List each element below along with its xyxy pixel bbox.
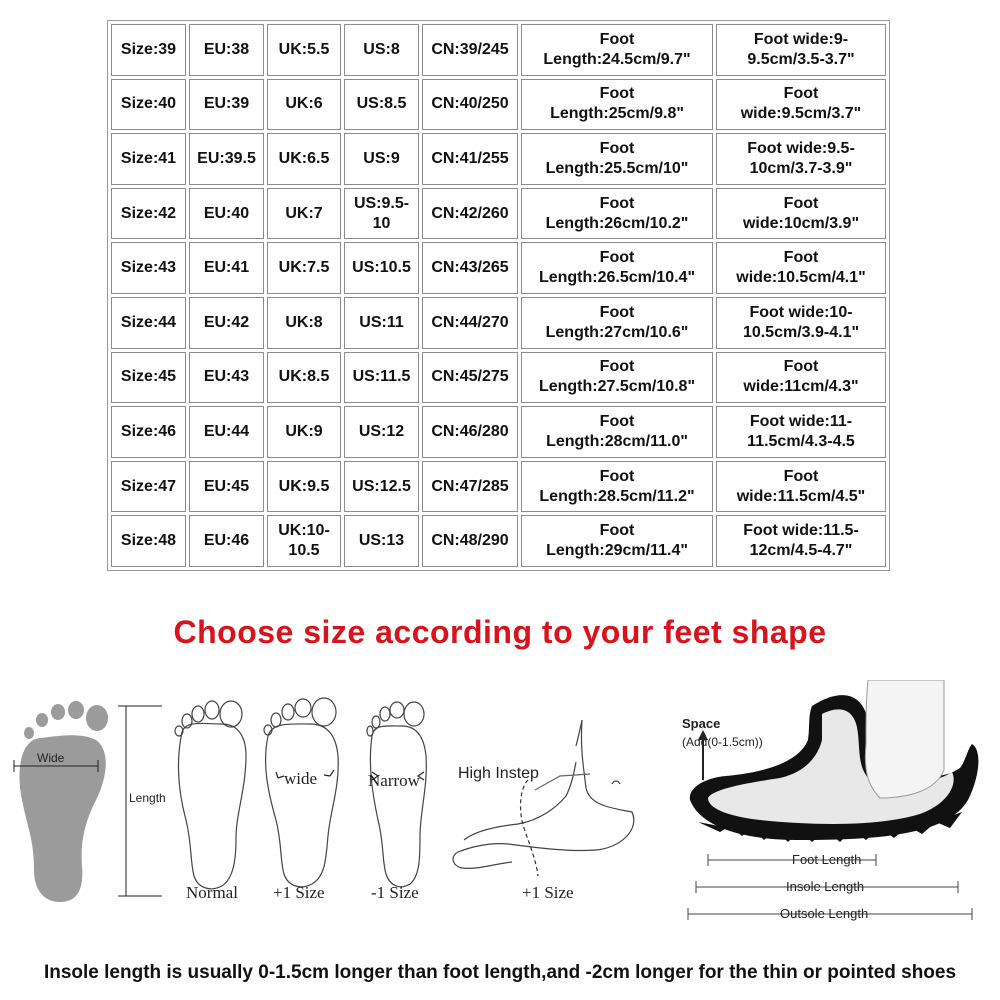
cell-size [111, 461, 186, 513]
cell-line: 10.5cm/3.9-4.1" [742, 323, 860, 341]
outsole-length-label: Outsole Length [780, 906, 869, 921]
cell-line: Length:28.5cm/11.2" [539, 487, 695, 505]
cell-foot-wide [716, 242, 886, 294]
cell-line: Foot [783, 249, 819, 267]
cell-cn [422, 406, 518, 458]
cell-line: wide:11cm/4.3" [743, 378, 859, 396]
cell-foot-length [521, 188, 713, 240]
cell-uk [267, 24, 341, 76]
cell-eu [189, 79, 264, 131]
cell-uk [267, 188, 341, 240]
cell-line: Length:29cm/11.4" [546, 542, 688, 560]
cell-line: UK:9 [285, 422, 323, 440]
cell-line: CN:46/280 [431, 422, 509, 440]
cell-line: US:9.5- [353, 194, 410, 212]
cell-uk [267, 461, 341, 513]
cell-line: EU:39.5 [197, 149, 256, 167]
cell-line: Foot [599, 249, 635, 267]
wide-foot-caption: +1 Size [273, 883, 325, 902]
table-row [111, 24, 886, 76]
cell-cn [422, 352, 518, 404]
cell-foot-wide [716, 461, 886, 513]
cell-line: Length:26cm/10.2" [545, 214, 689, 232]
footprint-icon [19, 701, 108, 902]
cell-line: Foot wide:11.5- [743, 522, 859, 540]
headline: Choose size according to your feet shape [173, 614, 827, 650]
cell-line: Foot wide:9.5- [747, 139, 855, 157]
cell-eu [189, 242, 264, 294]
cell-line: Size:39 [120, 40, 177, 58]
cell-line: wide:10.5cm/4.1" [736, 269, 866, 287]
foot-outline-icon [367, 702, 426, 887]
wide-foot [264, 698, 338, 887]
cell-eu [189, 24, 264, 76]
cell-foot-wide [716, 515, 886, 567]
cell-line: 12cm/4.5-4.7" [749, 542, 853, 560]
cell-foot-wide [716, 297, 886, 349]
normal-foot [175, 701, 246, 889]
table-row [111, 352, 886, 404]
cell-line: Foot wide:9- [753, 30, 849, 48]
cell-line: Length:26.5cm/10.4" [538, 269, 696, 287]
space-label: Space [682, 716, 721, 731]
cell-uk [267, 515, 341, 567]
cell-uk [267, 133, 341, 185]
narrow-foot-caption: -1 Size [371, 883, 419, 902]
cell-line: Foot [599, 467, 635, 485]
footprint-diagram [14, 701, 166, 902]
feet-shape-illustration [0, 680, 1000, 940]
cell-line: EU:39 [203, 95, 250, 113]
cell-line: UK:7 [285, 204, 323, 222]
foot-length-label: Foot Length [792, 852, 862, 867]
table-row [111, 133, 886, 185]
cell-uk [267, 242, 341, 294]
cell-line: CN:40/250 [431, 95, 509, 113]
cell-eu [189, 352, 264, 404]
cell-us [344, 352, 419, 404]
table-row [111, 515, 886, 567]
cell-size [111, 24, 186, 76]
table-row [111, 406, 886, 458]
cell-line: Foot wide:11- [749, 412, 853, 430]
cell-line: Foot [599, 30, 635, 48]
table-row [111, 188, 886, 240]
cell-line: US:11.5 [352, 368, 411, 386]
cell-line: Foot [599, 358, 635, 376]
cell-line: UK:5.5 [278, 40, 330, 58]
cell-line: 10.5 [288, 542, 320, 560]
cell-line: Foot [599, 139, 635, 157]
cell-uk [267, 297, 341, 349]
cell-line: UK:6 [285, 95, 323, 113]
cell-foot-length [521, 242, 713, 294]
cell-cn [422, 461, 518, 513]
cell-line: UK:8 [285, 313, 323, 331]
cell-line: 9.5cm/3.5-3.7" [747, 50, 855, 68]
cell-foot-length [521, 461, 713, 513]
wide-foot-label: wide [284, 769, 318, 788]
cell-line: Size:47 [120, 477, 177, 495]
cell-cn [422, 79, 518, 131]
footer-note: Insole length is usually 0-1.5cm longer than foot length,and -2cm longer for the thin or pointed shoes [43, 962, 957, 983]
cell-line: Length:25cm/9.8" [550, 105, 684, 123]
cell-line: US:11 [359, 313, 404, 331]
high-instep-caption: +1 Size [522, 883, 574, 902]
cell-foot-length [521, 24, 713, 76]
cell-line: US:8 [363, 40, 400, 58]
cell-line: US:9 [363, 149, 400, 167]
cell-line: EU:45 [203, 477, 250, 495]
cell-line: CN:47/285 [431, 477, 509, 495]
cell-us [344, 133, 419, 185]
cell-line: wide:11.5cm/4.5" [736, 487, 866, 505]
cell-line: Foot [783, 194, 819, 212]
space-sub-label: (Add(0-1.5cm)) [682, 735, 763, 749]
cell-size [111, 79, 186, 131]
cell-foot-length [521, 406, 713, 458]
cell-size [111, 352, 186, 404]
table-row [111, 79, 886, 131]
cell-foot-length [521, 133, 713, 185]
cell-line: Foot [783, 467, 819, 485]
cell-line: wide:10cm/3.9" [742, 214, 860, 232]
cell-line: Size:45 [120, 368, 177, 386]
cell-line: Size:48 [120, 532, 177, 550]
cell-size [111, 297, 186, 349]
cell-line: CN:48/290 [431, 532, 509, 550]
high-instep-label: High Instep [458, 765, 539, 782]
cell-line: UK:10- [278, 522, 330, 540]
cell-line: Length:27.5cm/10.8" [538, 378, 696, 396]
cell-uk [267, 406, 341, 458]
length-label: Length [129, 791, 166, 805]
cell-line: Size:41 [120, 149, 177, 167]
cell-foot-wide [716, 352, 886, 404]
cell-line: UK:9.5 [278, 477, 330, 495]
wide-label: Wide [37, 751, 65, 765]
cell-line: EU:46 [203, 532, 250, 550]
cell-line: Foot [599, 412, 635, 430]
cell-line: US:12.5 [352, 477, 411, 495]
cell-eu [189, 188, 264, 240]
cell-line: Length:25.5cm/10" [545, 159, 689, 177]
foot-outline-icon [175, 701, 246, 889]
cell-cn [422, 242, 518, 294]
foot-outline-icon [264, 698, 338, 887]
cell-line: Foot [599, 303, 635, 321]
cell-eu [189, 406, 264, 458]
cell-us [344, 297, 419, 349]
cell-line: Length:28cm/11.0" [546, 432, 688, 450]
cell-size [111, 406, 186, 458]
cell-line: EU:40 [203, 204, 250, 222]
cell-line: US:8.5 [356, 95, 407, 113]
cell-size [111, 515, 186, 567]
cell-line: Foot [599, 85, 635, 103]
cell-line: EU:43 [203, 368, 250, 386]
cell-line: wide:9.5cm/3.7" [740, 105, 862, 123]
cell-line: UK:7.5 [278, 259, 330, 277]
cell-size [111, 242, 186, 294]
cell-us [344, 24, 419, 76]
cell-us [344, 79, 419, 131]
cell-foot-wide [716, 406, 886, 458]
shoe-icon [690, 680, 979, 842]
cell-foot-length [521, 297, 713, 349]
cell-line: Size:46 [120, 422, 177, 440]
cell-line: CN:39/245 [431, 40, 509, 58]
cell-line: EU:44 [203, 422, 250, 440]
foot-side-icon [453, 720, 634, 868]
insole-length-label: Insole Length [786, 879, 865, 894]
cell-cn [422, 133, 518, 185]
cell-line: CN:44/270 [431, 313, 509, 331]
cell-line: 11.5cm/4.3-4.5 [747, 432, 855, 450]
cell-line: US:12 [358, 422, 405, 440]
cell-foot-length [521, 352, 713, 404]
cell-line: UK:6.5 [278, 149, 330, 167]
table-row [111, 297, 886, 349]
cell-line: CN:45/275 [431, 368, 509, 386]
cell-uk [267, 79, 341, 131]
cell-size [111, 188, 186, 240]
cell-line: Size:44 [120, 313, 177, 331]
cell-uk [267, 352, 341, 404]
cell-line: Foot [783, 85, 819, 103]
cell-line: CN:43/265 [431, 259, 509, 277]
cell-line: Foot wide:10- [749, 303, 853, 321]
cell-cn [422, 297, 518, 349]
cell-line: EU:42 [203, 313, 250, 331]
size-table-body [111, 24, 886, 567]
cell-line: CN:41/255 [431, 149, 509, 167]
cell-line: 10 [372, 214, 391, 232]
cell-us [344, 242, 419, 294]
cell-line: Length:27cm/10.6" [545, 323, 689, 341]
cell-line: Foot [783, 358, 819, 376]
cell-cn [422, 188, 518, 240]
cell-line: EU:41 [203, 259, 250, 277]
table-row [111, 461, 886, 513]
cell-foot-wide [716, 79, 886, 131]
table-row [111, 242, 886, 294]
cell-cn [422, 24, 518, 76]
cell-foot-wide [716, 133, 886, 185]
cell-cn [422, 515, 518, 567]
cell-foot-length [521, 79, 713, 131]
high-instep-foot [453, 720, 634, 876]
cell-size [111, 133, 186, 185]
cell-foot-wide [716, 188, 886, 240]
cell-line: UK:8.5 [278, 368, 330, 386]
cell-eu [189, 133, 264, 185]
cell-foot-wide [716, 24, 886, 76]
cell-line: Size:42 [120, 204, 177, 222]
cell-line: Foot [599, 194, 635, 212]
cell-us [344, 188, 419, 240]
cell-line: Length:24.5cm/9.7" [543, 50, 691, 68]
cell-line: US:13 [358, 532, 405, 550]
cell-eu [189, 297, 264, 349]
size-table [108, 21, 889, 570]
cell-line: Foot [599, 522, 635, 540]
cell-line: CN:42/260 [431, 204, 509, 222]
cell-us [344, 406, 419, 458]
cell-line: Size:40 [120, 95, 177, 113]
cell-line: 10cm/3.7-3.9" [749, 159, 853, 177]
cell-us [344, 461, 419, 513]
normal-caption: Normal [186, 883, 238, 902]
cell-eu [189, 515, 264, 567]
cell-line: US:10.5 [352, 259, 411, 277]
narrow-foot [367, 702, 426, 887]
cell-line: EU:38 [203, 40, 250, 58]
cell-us [344, 515, 419, 567]
cell-eu [189, 461, 264, 513]
cell-foot-length [521, 515, 713, 567]
cell-line: Size:43 [120, 259, 177, 277]
narrow-foot-label: Narrow [368, 771, 420, 790]
